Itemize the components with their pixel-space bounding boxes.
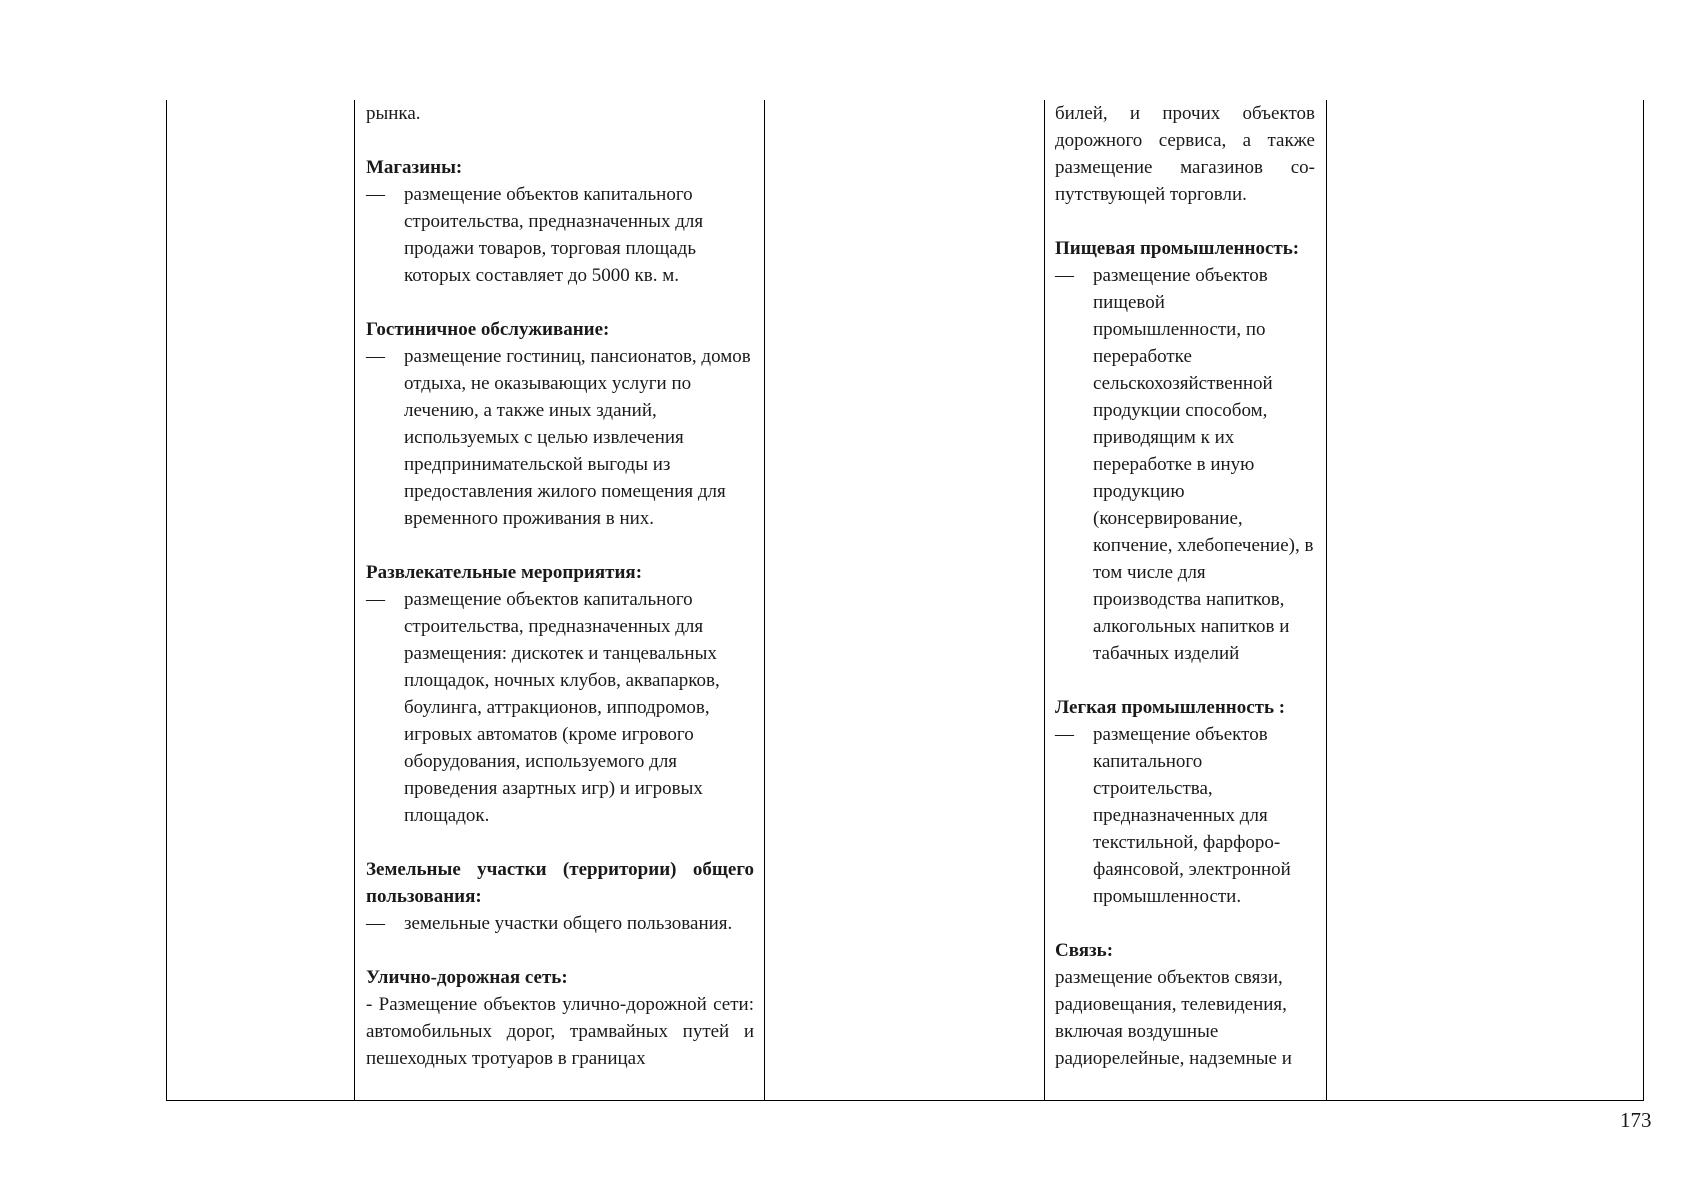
list-item — [366, 586, 754, 829]
dash-bullet: — — [366, 184, 385, 205]
dash-bullet: — — [1055, 265, 1074, 286]
column-divider — [1326, 100, 1327, 1101]
intro-line: рынка. — [366, 103, 421, 124]
list-item-text: размещение объектов капитального строительства, предназначенных для текстильной, фарфоро- фаянсовой, электронной промышленности. — [1093, 724, 1291, 907]
middle-column-cell — [366, 100, 754, 1072]
list-item — [366, 910, 754, 937]
column-divider — [1044, 100, 1045, 1101]
list-item — [366, 181, 754, 289]
list-item-text: размещение гостиниц, пансионатов, домов отдыха, не оказывающих услуги по лечению, а также иных зданий, используемых с целью извлечения предпринимательской выгоды из предоставления жилого помещения для временного проживания в них. — [404, 346, 751, 529]
list-item — [1055, 721, 1315, 910]
column-divider — [764, 100, 765, 1101]
section-heading: Легкая промышленность : — [1055, 697, 1286, 718]
dash-bullet: — — [366, 589, 385, 610]
dash-bullet: — — [366, 346, 385, 367]
right-column-cell — [1055, 100, 1315, 1072]
section-heading: Улично-дорожная сеть: — [366, 967, 568, 988]
section-text: размещение объектов связи, радиовещания, телевидения, включая воздушные радиорелейные, надземные и — [1055, 967, 1292, 1069]
section-heading: Развлекательные мероприятия: — [366, 562, 643, 583]
section-heading: Связь: — [1055, 940, 1114, 961]
section-heading: Гостиничное обслуживание: — [366, 319, 610, 340]
list-item-text: размещение объектов капитального строительства, предназначенных для размещения: дискотек и танцевальных площадок, ночных клубов, аквапарков, боулинга, аттракционов, ипподромов, игровых автоматов (кроме игрового оборудования, используемого для проведения азартных игр) и игровых площадок. — [404, 589, 720, 826]
list-item — [366, 343, 754, 532]
section-heading: Земельные участки (территории) общего пользования: — [366, 859, 754, 907]
section-text: - Размещение объектов улично-дорожной сети: автомобильных дорог, трамвайных путей и пешеходных тротуаров в границах — [366, 994, 754, 1069]
section-heading: Пищевая промышленность: — [1055, 238, 1300, 259]
list-item — [1055, 262, 1315, 667]
list-item-text: земельные участки общего пользования. — [404, 913, 733, 934]
dash-bullet: — — [1055, 724, 1074, 745]
intro-text: билей, и прочих объектов дорожного сервиса, а также размещение магазинов со- путствующей торговли. — [1055, 103, 1315, 205]
page-number: 173 — [1620, 1108, 1652, 1132]
list-item-text: размещение объектов капитального строительства, предназначенных для продажи товаров, торговая площадь которых составляет до 5000 кв. м. — [404, 184, 704, 286]
dash-bullet: — — [366, 913, 385, 934]
list-item-text: размещение объектов пищевой промышленности, по переработке сельскохозяйственной продукции способом, приводящим к их переработке в иную продукцию (консервирование, копчение, хлебопечение), в том числе для производства напитков, алкогольных напитков и табачных изделий — [1093, 265, 1314, 664]
section-heading: Магазины: — [366, 157, 463, 178]
column-divider — [354, 100, 355, 1101]
